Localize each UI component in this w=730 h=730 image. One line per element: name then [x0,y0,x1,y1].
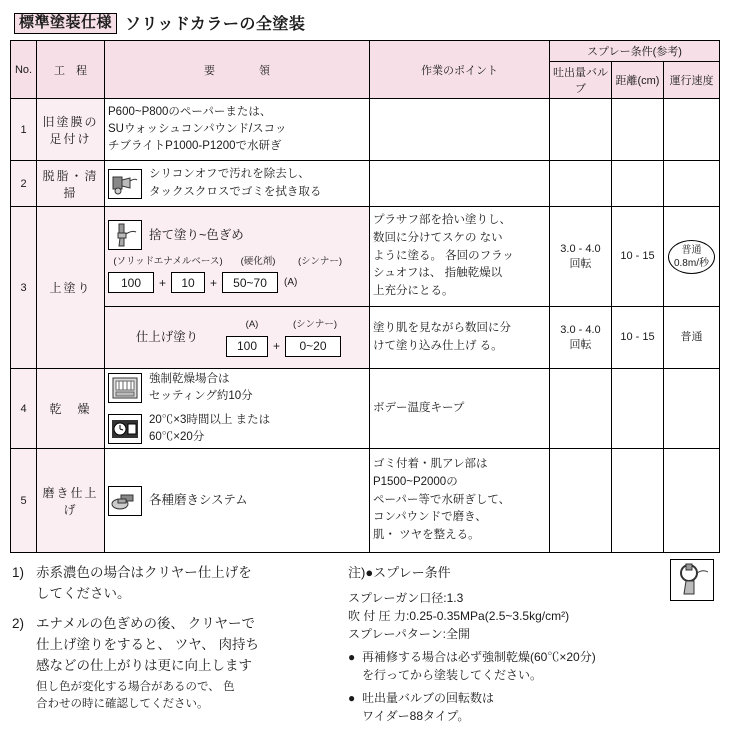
mix-value-base: 100 [108,272,154,293]
valve-line1: 3.0 - 4.0 [560,242,601,255]
footer-right [342,563,718,725]
bullet-body [362,648,596,684]
youryou-line: タックスクロスでゴミを拭き取る [149,185,322,198]
row-point: ボデー温度キープ [369,369,549,449]
row-step-line2: 足付け [49,131,92,146]
row-step: 脱脂・清掃 [37,161,105,207]
footer-note-1 [12,563,342,605]
table-row [11,449,720,553]
note-line: 仕上げ塗りをすると、 ツヤ、 肉持ち [36,636,259,652]
mix-value-thinner: 50~70 [222,272,278,293]
mix-label: (シンナー) [297,255,343,267]
note-body [36,563,252,605]
row-point [369,207,549,307]
table-row [11,161,720,207]
polisher-icon [108,486,142,516]
point-line: コンパウンドで磨き、 [372,511,487,524]
row-speed [663,369,719,449]
row-no: 3 [11,207,37,369]
mix-value-thinner: 0~20 [285,336,341,357]
youryou-line: 強制乾燥場合は [149,373,230,385]
clock-icon [108,414,142,444]
header-distance: 距離(cm) [611,62,663,99]
row-point [369,449,549,553]
header-youryou: 要 領 [105,41,370,99]
mix-labels [226,318,352,332]
row-step: 磨き仕上げ [37,449,105,553]
point-line: 肌・ ツヤを整える。 [372,529,480,542]
row-valve [549,369,611,449]
row-speed [663,99,719,161]
mix-label: (A) [245,319,259,331]
point-line: ゴミ付着・肌アレ部は [372,457,488,470]
footer-note-2 [12,614,342,713]
row-step-line1: 旧塗膜の [42,114,99,129]
row-speed [663,449,719,553]
note-sub [36,679,259,714]
point-line: けて塗り込み仕上げ る。 [372,339,503,352]
table-row [11,369,720,449]
row-no: 5 [11,449,37,553]
valve-line1: 3.0 - 4.0 [560,323,601,336]
row-distance [611,369,663,449]
mix-suffix: (A) [284,277,298,289]
footer-left [12,563,342,725]
header-speed: 運行速度 [663,62,719,99]
valve-line2: 回転 [569,257,592,270]
row-distance [611,449,663,553]
bullet-body [362,689,494,725]
spray-gun-icon [108,220,142,250]
speed-oval: 普通 0.8m/秒 [668,240,715,274]
bullet-dot: ● [348,690,356,705]
footer [10,563,720,725]
note-sub-line: 但し色が変化する場合があるので、 色 [36,680,235,693]
row-step: 乾 燥 [37,369,105,449]
spray-spec-1: 吹 付 圧 力:0.25-0.35MPa(2.5~3.5kg/cm²) [348,608,570,623]
row-valve [549,449,611,553]
row-point [369,307,549,369]
row-youryou [105,99,370,161]
row-valve [549,161,611,207]
mix-label: (ソリッドエナメルベース) [113,255,223,267]
row-valve [549,307,611,369]
bullet-line: を行ってから塗装してください。 [362,667,543,682]
youryou-line: SUウォッシュコンパウンド/スコッ [108,122,287,135]
header-no: No. [11,41,37,99]
valve-line2: 回転 [569,338,592,351]
point-line: プラサフ部を拾い塗りし、 [372,213,511,226]
note-line: 赤系濃色の場合はクリヤー仕上げを [36,565,252,580]
row-youryou [105,161,370,207]
spray-hand-icon [108,169,142,199]
table-row [11,99,720,161]
point-line: ペーパー等で水研ぎして、 [372,493,511,506]
plus-sign: + [159,275,167,290]
header-point: 作業のポイント [369,41,549,99]
mix-label: (硬化剤) [240,255,276,267]
row-youryou [105,449,370,553]
row-youryou-top [105,207,370,307]
row-valve [549,207,611,307]
bullet-line: 吐出量バルブの回転数は [362,690,495,705]
mix-labels [108,255,366,269]
spray-gun-icon [670,559,714,601]
bullet-line: 再補修する場合は必ず強制乾燥(60℃×20分) [362,649,596,664]
spray-spec-0: スプレーガン口径:1.3 [348,590,464,605]
row-speed [663,161,719,207]
footer-bullet-1 [348,648,718,684]
row-no: 2 [11,161,37,207]
youryou-line: P600~P800のペーパーまたは、 [108,105,272,118]
mix-label: (シンナー) [292,319,338,331]
youryou-text [149,166,321,201]
table-header-row [11,41,720,62]
mix-value-hardener: 10 [171,272,205,293]
bullet-dot: ● [348,649,356,664]
bullet-line: ワイダー88タイプ。 [362,708,470,723]
oven-icon [108,373,142,403]
youryou-line: 20℃×3時間以上 または [149,413,271,426]
row-distance: 10 - 15 [611,307,663,369]
row-youryou-bottom [105,307,370,369]
spec-table [10,40,720,553]
note-sub-line: 合わせの時に確認してください。 [36,697,209,710]
row-speed [663,207,719,307]
header-spray-group: スプレー条件(参考) [549,41,719,62]
note-line: エナメルの色ぎめの後、 クリヤーで [36,615,255,631]
point-line: 上充分にとる。 [372,285,454,298]
point-line: 塗り肌を見ながら数回に分 [372,321,511,334]
footer-bullet-2 [348,689,718,725]
note-line: 感などの仕上がりは更に向上します [36,657,252,673]
youryou-text [149,412,270,447]
youryou-line: セッティング約10分 [149,390,253,403]
row-distance [611,99,663,161]
point-line: シュオフは、 指触乾燥以 [372,267,503,280]
page-title [10,8,720,34]
title-badge: 標準塗装仕様 [14,13,117,35]
mix-ratio [108,272,366,293]
row-youryou [105,369,370,449]
sub-label: 仕上げ塗り [135,330,199,345]
row-no: 4 [11,369,37,449]
note-line: してください。 [36,585,131,601]
row-point [369,99,549,161]
row-distance: 10 - 15 [611,207,663,307]
title-main: ソリッドカラーの全塗装 [125,15,306,33]
row-valve [549,99,611,161]
youryou-line: チブライトP1000-P1200で水研ぎ [108,140,282,153]
youryou-text [149,371,253,406]
spray-condition-heading: 注)●スプレー条件 [348,565,451,580]
mix-value-a: 100 [226,336,268,357]
row-step [37,99,105,161]
youryou-line: 60℃×20分 [149,430,205,443]
row-distance [611,161,663,207]
point-line: 数回に分けてスケの ない [372,231,503,244]
youryou-line: シリコンオフで汚れを除去し、 [149,168,310,181]
note-marker: 1) [12,565,25,580]
header-valve: 吐出量バルブ [549,62,611,99]
point-line: P1500~P2000の [372,475,458,488]
youryou-text: 各種磨きシステム [149,493,248,508]
note-body [36,614,259,713]
plus-sign: + [210,275,218,290]
point-line: ように塗る。 各回のフラッ [372,249,514,262]
header-step: 工 程 [37,41,105,99]
row-point [369,161,549,207]
mix-ratio [226,336,352,357]
table-row [11,207,720,307]
row-speed: 普通 [663,307,719,369]
plus-sign: + [273,339,281,354]
table-row [11,307,720,369]
row-step: 上塗り [37,207,105,369]
spray-spec-2: スプレーパターン:全開 [348,626,471,641]
sub-label: 捨て塗り~色ぎめ [149,227,244,242]
row-no: 1 [11,99,37,161]
note-marker: 2) [12,615,25,631]
